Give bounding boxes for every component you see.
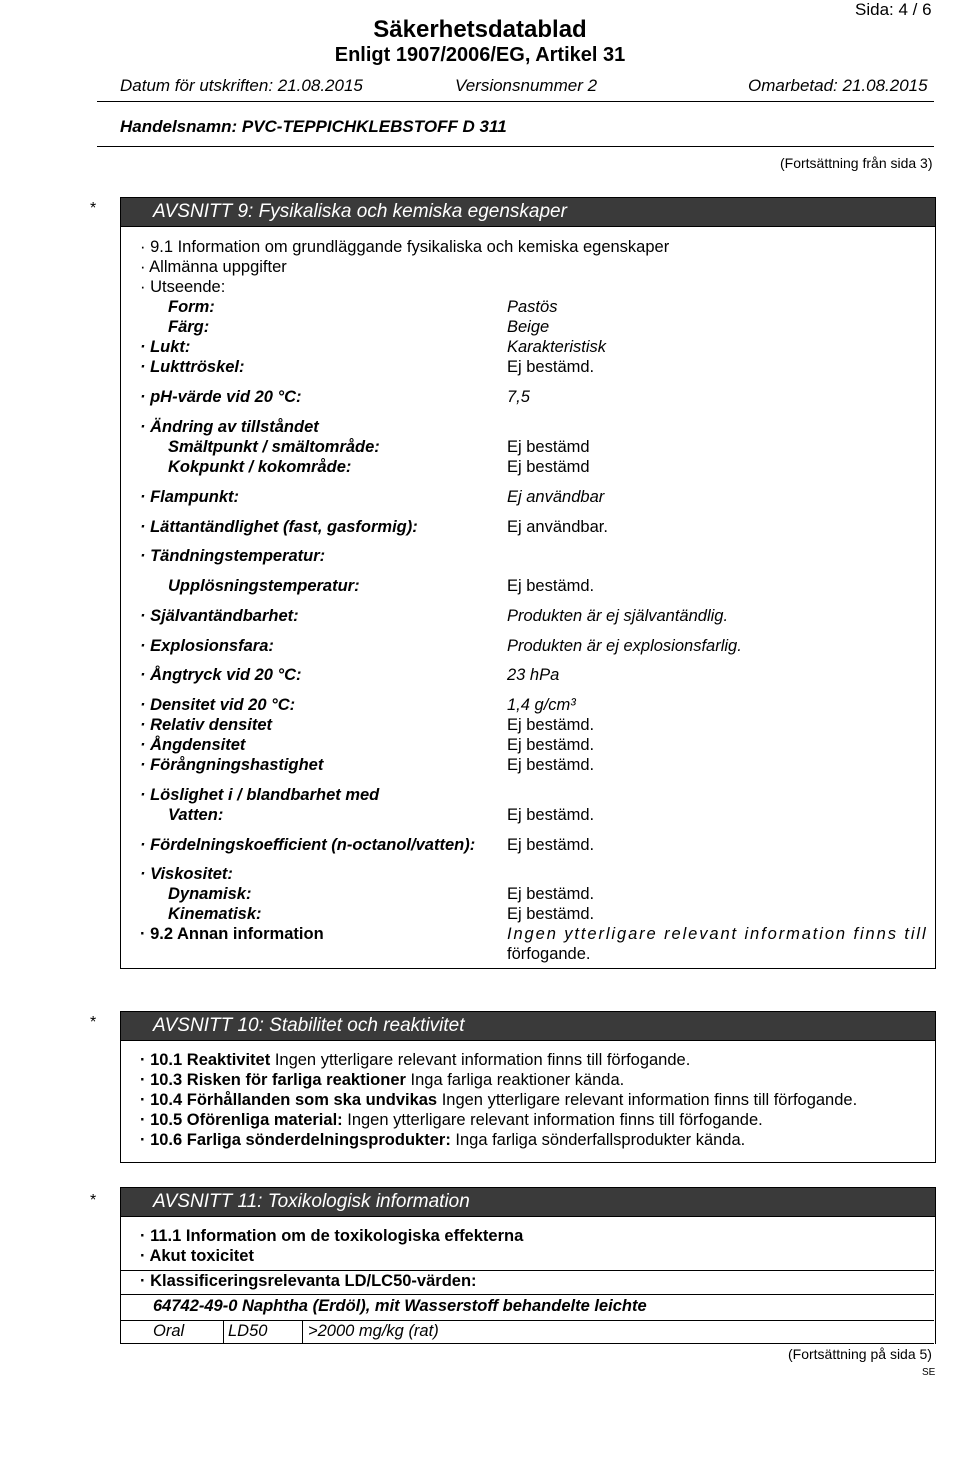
melting-label: Smältpunkt / smältområde: <box>168 438 380 456</box>
decomposition-label: Upplösningstemperatur: <box>168 577 360 595</box>
item-label: · 10.4 Förhållanden som ska undvikas <box>140 1091 438 1109</box>
section9-header <box>120 197 936 227</box>
table-bottom-line <box>120 1343 934 1344</box>
vapour-pressure-label: · Ångtryck vid 20 °C: <box>140 666 302 684</box>
kinematic-label: Kinematisk: <box>168 905 262 923</box>
section10-header <box>120 1011 936 1041</box>
section11-title: AVSNITT 11: Toxikologisk information <box>153 1191 470 1212</box>
item-text: Ingen ytterligare relevant information finns till förfogande. <box>270 1051 691 1069</box>
value-cell: >2000 mg/kg (rat) <box>308 1322 439 1340</box>
melting-value: Ej bestämd <box>507 438 590 456</box>
page-number: Sida: 4 / 6 <box>855 0 932 19</box>
item-text: Ingen ytterligare relevant information finns till förfogande. <box>342 1111 763 1129</box>
document-title: Säkerhetsdatablad <box>373 16 587 43</box>
partition-value: Ej bestämd. <box>507 836 595 854</box>
ld-divider <box>120 1294 934 1295</box>
route-cell: Oral <box>153 1322 185 1340</box>
item-text: Inga farliga sönderfallsprodukter kända. <box>450 1131 746 1149</box>
evaporation-label: · Förångningshastighet <box>140 756 324 774</box>
appearance: · Utseende: <box>140 278 226 296</box>
item-label: · 10.5 Oförenliga material: <box>140 1111 343 1129</box>
section10-marker: * <box>90 1014 97 1031</box>
density-value: 1,4 g/cm³ <box>507 696 576 714</box>
section11-marker: * <box>90 1192 97 1209</box>
continued-to: (Fortsättning på sida 5) <box>788 1346 932 1362</box>
ignition-label: · Tändningstemperatur: <box>140 547 326 565</box>
trade-name: Handelsnamn: PVC-TEPPICHKLEBSTOFF D 311 <box>120 117 507 136</box>
state-change: · Ändring av tillståndet <box>140 418 319 436</box>
general-info: · Allmänna uppgifter <box>140 258 287 276</box>
table-top-line <box>120 1320 934 1321</box>
other-info-value-line1: Ingen ytterligare relevant information finns till <box>507 925 928 943</box>
water-value: Ej bestämd. <box>507 806 595 824</box>
print-date: Datum för utskriften: 21.08.2015 <box>120 76 363 95</box>
relative-density-label: · Relativ densitet <box>140 716 273 734</box>
header-divider <box>97 101 934 102</box>
item-text: Ingen ytterligare relevant information finns till förfogande. <box>437 1091 858 1109</box>
form-value: Pastös <box>507 298 558 316</box>
section9-title: AVSNITT 9: Fysikaliska och kemiska egenskaper <box>153 201 567 222</box>
sub-9-1: · 9.1 Information om grundläggande fysikaliska och kemiska egenskaper <box>140 238 670 256</box>
section9-marker: * <box>90 200 97 217</box>
vapour-pressure-value: 23 hPa <box>507 666 560 684</box>
form-label: Form: <box>168 298 215 316</box>
acute-toxicity: · Akut toxicitet <box>140 1247 254 1265</box>
ph-label: · pH-värde vid 20 °C: <box>140 388 302 406</box>
dynamic-value: Ej bestämd. <box>507 885 595 903</box>
partition-label: · Fördelningskoefficient (n-octanol/vatten): <box>140 836 476 854</box>
type-cell: LD50 <box>228 1322 268 1340</box>
odor-threshold-value: Ej bestämd. <box>507 358 595 376</box>
item-text: Inga farliga reaktioner kända. <box>405 1071 625 1089</box>
revised-date: Omarbetad: 21.08.2015 <box>748 76 928 95</box>
item-label: · 10.6 Farliga sönderdelningsprodukter: <box>140 1131 451 1149</box>
version-number: Versionsnummer 2 <box>455 76 598 95</box>
table-divider <box>302 1320 303 1343</box>
section10-title: AVSNITT 10: Stabilitet och reaktivitet <box>153 1015 465 1036</box>
vapour-density-value: Ej bestämd. <box>507 736 595 754</box>
explosion-label: · Explosionsfara: <box>140 637 274 655</box>
table-divider <box>223 1320 224 1343</box>
ld-divider-top <box>120 1270 934 1271</box>
ld-values-label: · Klassificeringsrelevanta LD/LC50-värden: <box>140 1272 477 1290</box>
relative-density-value: Ej bestämd. <box>507 716 595 734</box>
odor-threshold-label: · Lukttröskel: <box>140 358 245 376</box>
flammability-label: · Lättantändlighet (fast, gasformig): <box>140 518 418 536</box>
viscosity-label: · Viskositet: <box>140 865 233 883</box>
item-label: · 10.1 Reaktivitet <box>140 1051 271 1069</box>
language-code: SE <box>922 1367 936 1378</box>
sub-11-1: · 11.1 Information om de toxikologiska effekterna <box>140 1227 524 1245</box>
color-label: Färg: <box>168 318 210 336</box>
odor-label: · Lukt: <box>140 338 191 356</box>
odor-value: Karakteristisk <box>507 338 607 356</box>
flammability-value: Ej användbar. <box>507 518 608 536</box>
boiling-label: Kokpunkt / kokområde: <box>168 458 352 476</box>
list-item <box>140 1051 690 1070</box>
flash-value: Ej användbar <box>507 488 605 506</box>
section11-header <box>120 1187 936 1217</box>
item-label: · 10.3 Risken för farliga reaktioner <box>140 1071 406 1089</box>
list-item <box>140 1131 745 1150</box>
ph-value: 7,5 <box>507 388 530 406</box>
substance-name: 64742-49-0 Naphtha (Erdöl), mit Wasserstoff behandelte leichte <box>153 1297 647 1315</box>
list-item <box>140 1111 763 1130</box>
density-label: · Densitet vid 20 °C: <box>140 696 296 714</box>
solubility-label: · Löslighet i / blandbarhet med <box>140 786 380 804</box>
continued-from: (Fortsättning från sida 3) <box>780 155 933 171</box>
vapour-density-label: · Ångdensitet <box>140 736 246 754</box>
explosion-value: Produkten är ej explosionsfarlig. <box>507 637 742 655</box>
list-item <box>140 1071 624 1090</box>
trade-name-divider <box>97 146 934 147</box>
water-label: Vatten: <box>168 806 224 824</box>
document-subtitle: Enligt 1907/2006/EG, Artikel 31 <box>334 44 626 66</box>
other-info-value-line2: förfogande. <box>507 945 591 963</box>
list-item <box>140 1091 857 1110</box>
color-value: Beige <box>507 318 550 336</box>
other-info-label: · 9.2 Annan information <box>140 925 324 943</box>
kinematic-value: Ej bestämd. <box>507 905 595 923</box>
dynamic-label: Dynamisk: <box>168 885 252 903</box>
evaporation-value: Ej bestämd. <box>507 756 595 774</box>
flash-label: · Flampunkt: <box>140 488 239 506</box>
self-ignition-label: · Självantändbarhet: <box>140 607 299 625</box>
boiling-value: Ej bestämd <box>507 458 590 476</box>
decomposition-value: Ej bestämd. <box>507 577 595 595</box>
self-ignition-value: Produkten är ej självantändlig. <box>507 607 729 625</box>
